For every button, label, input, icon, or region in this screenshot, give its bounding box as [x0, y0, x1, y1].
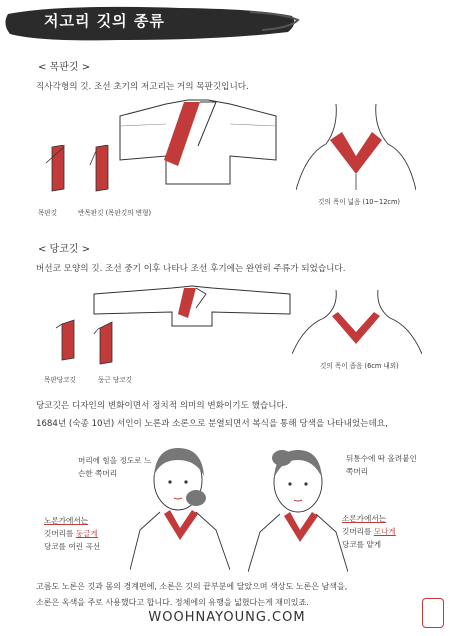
- narrow-collar-neck-illustration: [292, 290, 422, 354]
- section1-description: 직사각형의 깃. 조선 초기의 저고리는 거의 목판깃입니다.: [36, 82, 249, 92]
- note-noron-text: 깃머리를: [44, 529, 76, 538]
- note-soron-text2: 당코를 얕게: [342, 540, 382, 549]
- note-soron-hair: 뒤통수에 딱 올려붙인 쪽머리: [346, 454, 417, 476]
- note-noron-red: 둥글게: [75, 529, 98, 538]
- mokpan-collar-pieces: [44, 145, 134, 205]
- soron-woman-portrait: [248, 442, 348, 572]
- jeogori-jacket-illustration: [118, 96, 278, 188]
- closing-line2: 소론은 옥색을 주로 사용했다고 합니다. 정체에의 유행을 넓혔다는게 재미있죠.: [36, 598, 309, 607]
- caption-mokpan-dangko: 목판당코깃: [44, 376, 76, 384]
- footer-site: WOOHNAYOUNG.COM: [148, 610, 306, 625]
- artist-seal-stamp: [422, 598, 444, 628]
- caption-narrow-collar: 깃의 폭이 좁음 (6cm 내외): [320, 362, 399, 370]
- note-noron-collar: [44, 514, 144, 553]
- body-text-line2: 1684년 (숙종 10년) 서인이 노론과 소론으로 분열되면서 복식을 통해 당색을 나타내었는데요,: [36, 419, 388, 429]
- section2-heading: < 당코깃 >: [38, 244, 91, 255]
- dangko-collar-pieces: [56, 318, 126, 370]
- closing-line1: 고름도 노론은 깃과 몸의 경계편에, 소론은 깃의 끝부분에 달았으며 색상도 노론은 남색을,: [36, 582, 348, 591]
- neck-collar-illustration: [296, 104, 416, 190]
- note-soron-red: 모나게: [373, 527, 396, 536]
- note-soron-text: 깃머리를: [342, 527, 374, 536]
- body-text-line1: 당코깃은 디자인의 변화이면서 정치적 의미의 변화이기도 했습니다.: [36, 401, 288, 411]
- note-soron-collar: [342, 512, 442, 551]
- note-soron-label: 소론가에서는: [342, 514, 387, 523]
- note-noron-label: 노론가에서는: [44, 516, 89, 525]
- section2-description: 버선코 모양의 깃. 조선 중기 이후 나타나 조선 후기에는 완연히 주류가 되었습니다.: [36, 264, 346, 274]
- caption-ban-mokpan: 반목판깃 (목판깃의 변형): [78, 209, 152, 217]
- caption-wide-collar: 깃의 폭이 넓음 (10~12cm): [318, 198, 401, 206]
- section1-heading: < 목판깃 >: [38, 62, 91, 73]
- caption-round-dangko: 둥근 당코깃: [98, 376, 132, 384]
- note-noron-hair: 머리에 힘을 정도로 느슨한 쪽머리: [78, 456, 152, 478]
- page-title: 저고리 깃의 종류: [44, 12, 165, 30]
- caption-mokpan: 목판깃: [38, 209, 58, 217]
- note-noron-text2: 당코를 여린 곡선: [44, 542, 101, 551]
